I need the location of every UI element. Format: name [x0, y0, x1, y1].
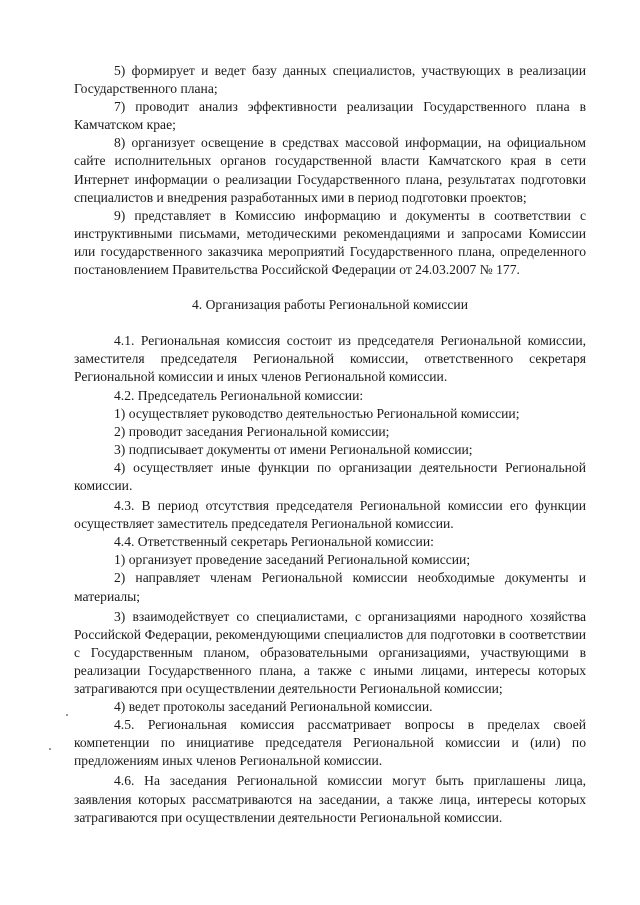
paragraph-4-3: 4.3. В период отсутствия председателя Региональной комиссии его функции осуществляет заместитель председателя Региональной комиссии. — [74, 498, 586, 532]
paragraph-4-6: 4.6. На заседания Региональной комиссии могут быть приглашены лица, заявления которых рассматриваются на заседании, а также лица, интересы которых затрагиваются при осуществлении деятельности Региональной комиссии. — [74, 773, 586, 825]
paragraph-4-4-item-2: 2) направляет членам Региональной комиссии необходимые документы и материалы; — [74, 570, 586, 604]
paragraph-item-5: 5) формирует и ведет базу данных специалистов, участвующих в реализации Государственного плана; — [74, 63, 586, 97]
paragraph-4-2-item-2: 2) проводит заседания Региональной комиссии; — [114, 423, 390, 439]
paragraph-4-4-item-4: 4) ведет протоколы заседаний Региональной комиссии. — [114, 699, 433, 715]
paragraph-4-4-item-3: 3) взаимодействует со специалистами, с организациями народного хозяйства Российской Федерации, рекомендующими специалистов для подготовки в соответствии с Государственным планом, образовательными организациями, участвующими в реализации Государственного плана, а также с иными лицами, интересы которых затрагиваются при осуществлении деятельности Региональной комиссии; — [74, 608, 586, 696]
paragraph-4-4: 4.4. Ответственный секретарь Региональной комиссии: — [114, 534, 434, 550]
paragraph-4-5: 4.5. Региональная комиссия рассматривает вопросы в пределах своей компетенции по инициативе председателя Региональной комиссии и (или) по предложениям иных членов Региональной комиссии. — [74, 717, 586, 769]
paragraph-4-1: 4.1. Региональная комиссия состоит из председателя Региональной комиссии, заместителя председателя Региональной комиссии, ответственного секретаря Региональной комиссии и иных членов Региональной комиссии. — [74, 333, 586, 385]
paragraph-4-2-item-1: 1) осуществляет руководство деятельностью Региональной комиссии; — [114, 405, 520, 421]
scan-speck — [49, 748, 51, 750]
paragraph-item-9: 9) представляет в Комиссию информацию и документы в соответствии с инструктивными письмами, методическими рекомендациями и запросами Комиссии или государственного заказчика мероприятий Государственного плана, определенного постановлением Правительства Российской Федерации от 24.03.2007 № 177. — [74, 207, 586, 278]
paragraph-4-2-item-3: 3) подписывает документы от имени Региональной комиссии; — [114, 441, 473, 457]
paragraph-4-4-item-1: 1) организует проведение заседаний Региональной комиссии; — [114, 552, 471, 568]
scan-speck — [66, 714, 68, 716]
paragraph-item-7: 7) проводит анализ эффективности реализации Государственного плана в Камчатском крае; — [74, 99, 586, 133]
paragraph-4-2-item-4: 4) осуществляет иные функции по организации деятельности Региональной комиссии. — [74, 459, 586, 493]
paragraph-item-8: 8) организует освещение в средствах массовой информации, на официальном сайте исполнительных органов государственной власти Камчатского края в сети Интернет информации о реализации Государственного плана, результатах подготовки специалистов и внедрения разработанных ими в период подготовки проектов; — [74, 135, 586, 205]
section-heading: 4. Организация работы Региональной комиссии — [192, 297, 468, 313]
document-page — [74, 62, 586, 827]
paragraph-4-2: 4.2. Председатель Региональной комиссии: — [114, 387, 364, 403]
